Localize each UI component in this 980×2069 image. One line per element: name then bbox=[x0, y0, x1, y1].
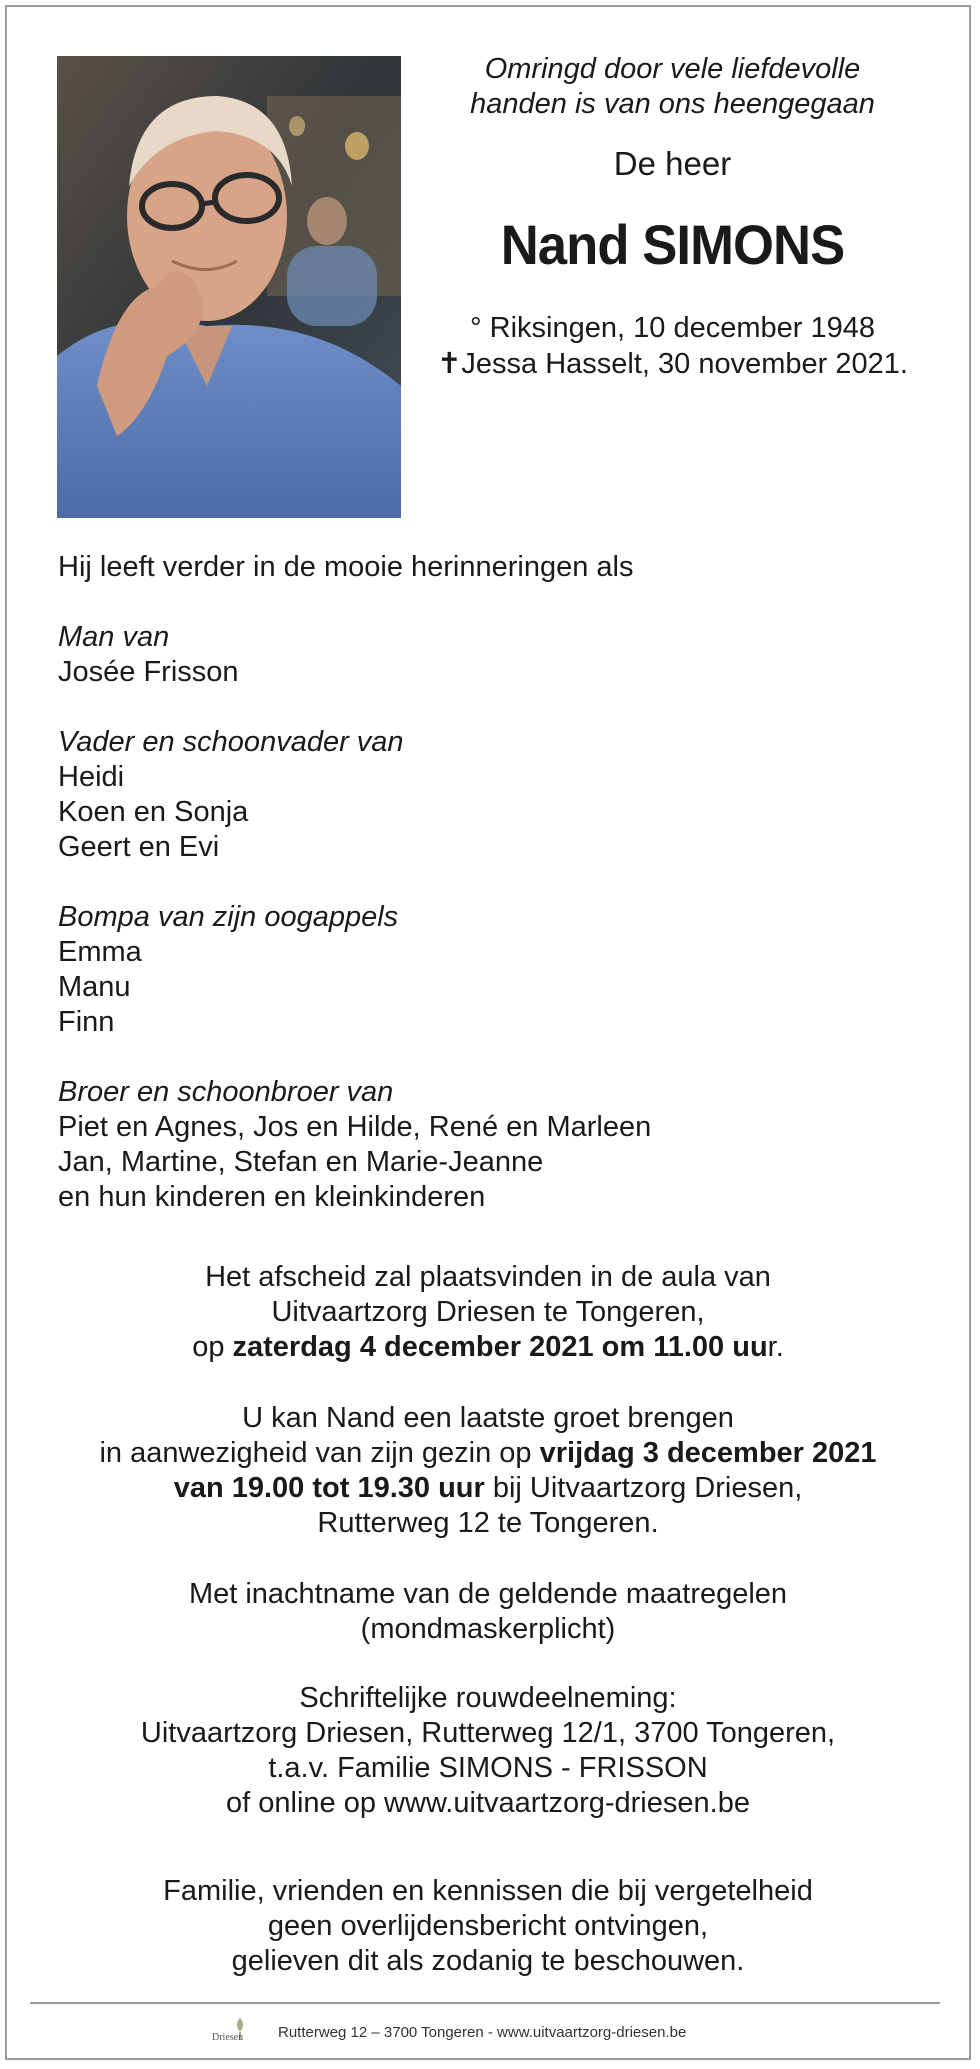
family-member: Koen en Sonja bbox=[58, 796, 249, 828]
measures-line: Met inachtname van de geldende maatregelen bbox=[188, 1578, 788, 1610]
family-role: Broer en schoonbroer van bbox=[58, 1076, 394, 1108]
intro-line: handen is van ons heengegaan bbox=[470, 88, 875, 120]
family-member: Emma bbox=[58, 936, 142, 968]
intro-line: Omringd door vele liefdevolle bbox=[484, 53, 861, 85]
measures-line: (mondmaskerplicht) bbox=[360, 1613, 616, 1645]
farewell-block bbox=[58, 1260, 918, 1365]
condolence-line: Schriftelijke rouwdeelneming: bbox=[299, 1682, 677, 1714]
farewell-date-line: op zaterdag 4 december 2021 om 11.00 uur. bbox=[192, 1331, 784, 1363]
family-role: Man van bbox=[58, 621, 170, 653]
family-list bbox=[58, 550, 918, 1250]
closing-line: Familie, vrienden en kennissen die bij vergetelheid bbox=[163, 1875, 813, 1907]
funeral-home-logo bbox=[210, 2014, 260, 2050]
family-member: Finn bbox=[58, 1006, 115, 1038]
lead-text: Hij leeft verder in de mooie herinneringen als bbox=[58, 551, 634, 583]
svg-text:Driesen: Driesen bbox=[212, 2032, 244, 2043]
visit-line: van 19.00 tot 19.30 uur bij Uitvaartzorg Driesen, bbox=[173, 1472, 803, 1504]
title-prefix: De heer bbox=[613, 145, 732, 182]
condolence-line: t.a.v. Familie SIMONS - FRISSON bbox=[268, 1752, 708, 1784]
header-block bbox=[430, 52, 915, 382]
family-group bbox=[58, 725, 918, 865]
family-member: Piet en Agnes, Jos en Hilde, René en Marleen bbox=[58, 1111, 652, 1143]
family-member: en hun kinderen en kleinkinderen bbox=[58, 1181, 486, 1213]
condolence-block bbox=[58, 1681, 918, 1821]
footer-address: Rutterweg 12 – 3700 Tongeren - www.uitvaartzorg-driesen.be bbox=[278, 2023, 687, 2041]
visit-line: in aanwezigheid van zijn gezin op vrijdag 3 december 2021 bbox=[99, 1437, 877, 1469]
measures-block bbox=[58, 1577, 918, 1647]
closing-line: gelieven dit als zodanig te beschouwen. bbox=[231, 1945, 745, 1977]
family-role: Vader en schoonvader van bbox=[58, 726, 404, 758]
footer-divider bbox=[30, 2002, 940, 2004]
family-member: Heidi bbox=[58, 761, 125, 793]
visit-line: U kan Nand een laatste groet brengen bbox=[242, 1402, 734, 1434]
family-group bbox=[58, 1075, 918, 1215]
closing-block bbox=[58, 1874, 918, 1979]
family-group bbox=[58, 620, 918, 690]
condolence-line: of online op www.uitvaartzorg-driesen.be bbox=[226, 1787, 750, 1819]
farewell-line: Het afscheid zal plaatsvinden in de aula van bbox=[205, 1261, 771, 1293]
family-member: Josée Frisson bbox=[58, 656, 239, 688]
footer bbox=[210, 2014, 770, 2050]
death-date: ✝Jessa Hasselt, 30 november 2021. bbox=[437, 348, 908, 380]
family-group bbox=[58, 900, 918, 1040]
birth-date: ° Riksingen, 10 december 1948 bbox=[470, 312, 875, 344]
visit-line: Rutterweg 12 te Tongeren. bbox=[317, 1507, 659, 1539]
family-role: Bompa van zijn oogappels bbox=[58, 901, 399, 933]
family-member: Manu bbox=[58, 971, 131, 1003]
family-member: Jan, Martine, Stefan en Marie-Jeanne bbox=[58, 1146, 544, 1178]
farewell-line: Uitvaartzorg Driesen te Tongeren, bbox=[271, 1296, 705, 1328]
closing-line: geen overlijdensbericht ontvingen, bbox=[267, 1910, 709, 1942]
visit-block bbox=[58, 1401, 918, 1541]
family-member: Geert en Evi bbox=[58, 831, 220, 863]
deceased-name: Nand SIMONS bbox=[500, 213, 845, 276]
condolence-line: Uitvaartzorg Driesen, Rutterweg 12/1, 3700 Tongeren, bbox=[140, 1717, 836, 1749]
portrait-photo bbox=[57, 56, 401, 518]
